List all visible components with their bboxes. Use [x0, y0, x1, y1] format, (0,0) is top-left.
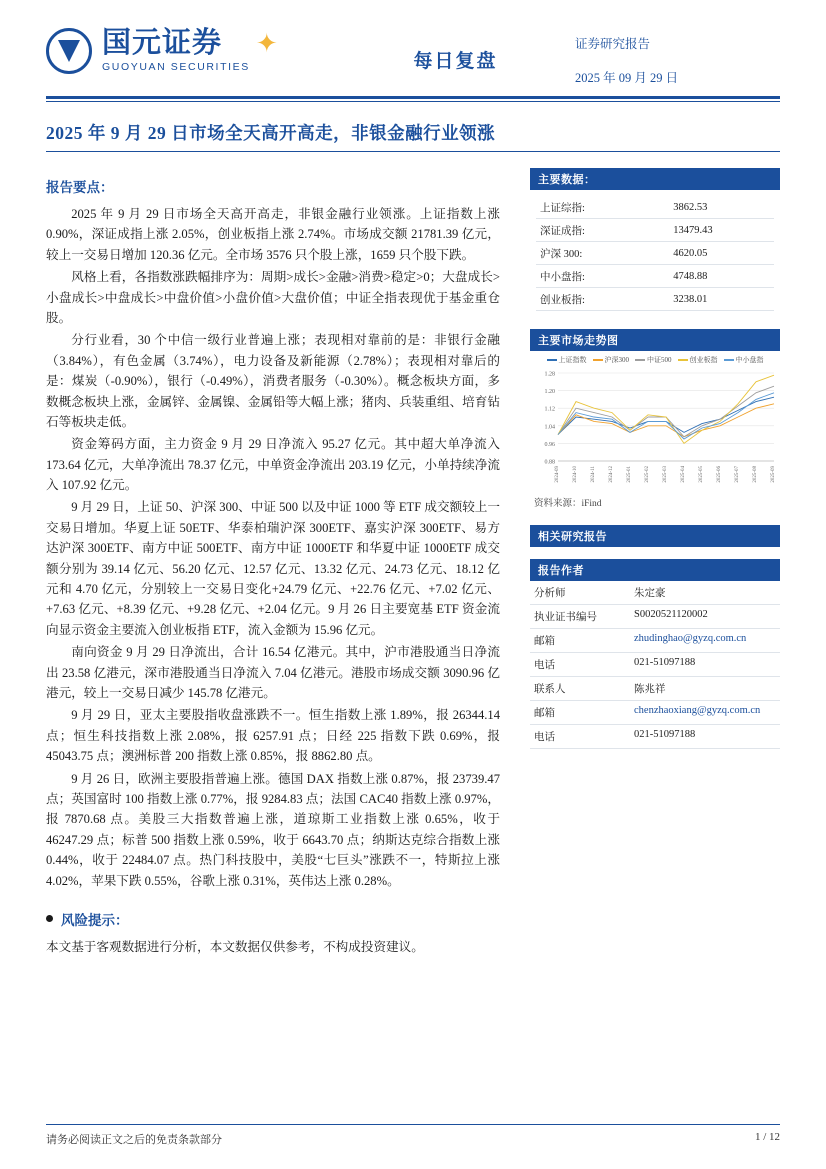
page-header: [0, 0, 826, 92]
paragraph: 9 月 29 日，上证 50、沪深 300、中证 500 以及中证 1000 等 ETF 成交额较上一交易日增加。华夏上证 50ETF、华泰柏瑞沪深 300ETF、嘉实沪深 300ETF、易方达沪深 300ETF、南方中证 500ETF、南方中证 1000ETF 和华夏中证 1000ETF 成交额分别为 39.14 亿元、56.20 亿元、12.57 亿元、13.32 亿元、24.73 亿元、18.12 亿元和 4.70 亿元，分别较上一交易日变化+24.79 亿元、+22.76 亿元、+7.02 亿元、+7.63 亿元、+8.39 亿元、+9.28 亿元、+2.04 亿元。9 月 26 日主要宽基 ETF 资金流向显示资金主要流入创业板指 ETF，流入金额为 15.96 亿元。: [46, 500, 500, 637]
risk-title: 风险提示：: [61, 912, 129, 928]
footer-disclaimer: 请务必阅读正文之后的免责条款部分: [46, 1134, 222, 1146]
svg-text:1.20: 1.20: [544, 389, 555, 396]
svg-text:1.04: 1.04: [544, 424, 555, 431]
svg-text:2025-04: 2025-04: [681, 466, 686, 483]
page-body: [0, 168, 826, 957]
svg-text:0.88: 0.88: [544, 459, 555, 466]
legend-label: 中小盘指: [735, 356, 764, 364]
author-field-label: 邮箱: [530, 629, 630, 653]
legend-label: 中证500: [647, 356, 672, 364]
page-title: 2025 年 9 月 29 日市场全天高开高走，非银金融行业领涨: [46, 123, 496, 143]
index-name: 上证综指:: [536, 196, 669, 219]
svg-text:2025-07: 2025-07: [735, 466, 740, 483]
author-field-value: 朱定豪: [630, 581, 780, 605]
table-row: [536, 196, 774, 219]
market-data-table: [536, 196, 774, 311]
footer-page-number: 1 / 12: [754, 1131, 780, 1143]
legend-item: [678, 355, 718, 365]
paragraph: 风格上看，各指数涨跌幅排序为：周期>成长>金融>消费>稳定>0；大盘成长>小盘成长>中盘成长>中盘价值>小盘价值>大盘价值；中证全指表现优于基金重仓股。: [46, 270, 500, 325]
risk-heading: [46, 909, 500, 929]
market-data-title: 主要数据：: [530, 168, 780, 190]
svg-text:2025-02: 2025-02: [645, 466, 650, 483]
author-table: [530, 581, 780, 749]
header-title: 每日复盘: [413, 51, 498, 72]
page-footer: [46, 1124, 780, 1147]
logo-text: [102, 29, 250, 73]
table-row: [536, 265, 774, 288]
table-row: [536, 219, 774, 242]
star-icon: ✦: [255, 29, 278, 58]
table-row: [530, 629, 780, 653]
author-field-label: 邮箱: [530, 701, 630, 725]
paragraph: 2025 年 9 月 29 日市场全天高开高走，非银金融行业领涨。上证指数上涨 0.90%，深证成指上涨 2.05%，创业板指上涨 2.74%。市场成交额 21781.39 亿元，较上一交易日增加 120.36 亿元。全市场 3576 只个股上涨，1659 只个股下跌。: [46, 207, 500, 262]
svg-text:0.96: 0.96: [544, 441, 555, 448]
brand-logo: [46, 28, 346, 74]
legend-item: [724, 355, 764, 365]
author-field-value: 021-51097188: [630, 653, 780, 677]
table-row: [530, 605, 780, 629]
logo-emblem-icon: [46, 28, 92, 74]
table-row: [530, 701, 780, 725]
table-row: [536, 242, 774, 265]
legend-label: 创业板指: [689, 356, 718, 364]
author-email[interactable]: chenzhaoxiang@gyzq.com.cn: [630, 701, 780, 725]
paragraph: 9 月 26 日，欧洲主要股指普遍上涨。德国 DAX 指数上涨 0.87%，报 23739.47 点；英国富时 100 指数上涨 0.77%，报 9284.83 点；法国 CAC40 指数上涨 0.97%，报 7870.68 点。美股三大指数普遍上涨，道琼斯工业指数上涨 0.65%，收于 46247.29 点；标普 500 指数上涨 0.59%，收于 6643.70 点；纳斯达克综合指数上涨 0.44%，收于 22484.07 点。热门科技股中，美股“七巨头”涨跌不一，特斯拉上涨 4.02%，苹果下跌 0.55%，谷歌上涨 0.31%，英伟达上涨 0.28%。: [46, 771, 500, 888]
paragraph: 分行业看，30 个中信一级行业普遍上涨；表现相对靠前的是：非银行金融（3.84%），有色金属（3.74%），电力设备及新能源（2.78%）；表现相对靠后的是：煤炭（-0.90%），银行（-0.49%），消费者服务（-0.30%）。概念板块方面，多数概念板块上涨，金属锌、金属镍、金属铅等大幅上涨；猪肉、兵装重组、培育钻石等板块走低。: [46, 333, 500, 429]
legend-label: 沪深300: [604, 356, 629, 364]
report-date-label: 2025 年 09 月 29 日: [575, 71, 679, 85]
header-right: [565, 28, 780, 102]
svg-text:2025-09: 2025-09: [771, 466, 776, 483]
svg-text:2025-01: 2025-01: [627, 466, 632, 483]
index-name: 沪深 300:: [536, 242, 669, 265]
index-name: 中小盘指:: [536, 265, 669, 288]
paragraph: 南向资金 9 月 29 日净流出，合计 16.54 亿港元。其中，沪市港股通当日净流出 23.58 亿港元，深市港股通当日净流入 7.04 亿港元。港股市场成交额 3090.96 亿港元，较上一交易日减少 145.78 亿港元。: [46, 645, 500, 700]
report-points-heading: 报告要点：: [46, 180, 114, 195]
logo-company-cn: 国元证券: [102, 27, 223, 60]
index-name: 深证成指:: [536, 219, 669, 242]
table-row: [530, 653, 780, 677]
svg-text:2025-06: 2025-06: [717, 466, 722, 483]
logo-company-en: GUOYUAN SECURITIES: [102, 61, 250, 74]
svg-text:2025-05: 2025-05: [699, 466, 704, 483]
svg-text:2025-03: 2025-03: [663, 466, 668, 483]
author-title: 报告作者: [530, 559, 780, 581]
svg-text:2024-10: 2024-10: [573, 466, 578, 483]
index-value: 4748.88: [669, 265, 774, 288]
author-field-value: 021-51097188: [630, 725, 780, 749]
header-center: [346, 28, 565, 73]
author-field-label: 联系人: [530, 677, 630, 701]
title-underline: [46, 151, 780, 152]
author-field-value: 陈兆祥: [630, 677, 780, 701]
paragraph: 资金筹码方面，主力资金 9 月 29 日净流入 95.27 亿元。其中超大单净流入 173.64 亿元，大单净流出 78.37 亿元，中单资金净流出 203.19 亿元，小单持续净流入 107.92 亿元。: [46, 437, 500, 493]
chart-canvas: [532, 367, 780, 487]
table-row: [530, 581, 780, 605]
bullet-icon: [46, 915, 53, 922]
svg-text:2024-12: 2024-12: [609, 466, 614, 483]
index-value: 13479.43: [669, 219, 774, 242]
table-row: [530, 725, 780, 749]
author-field-value: S0020521120002: [630, 605, 780, 629]
paragraph: 9 月 29 日，亚太主要股指收盘涨跌不一。恒生指数上涨 1.89%，报 26344.14 点；恒生科技指数上涨 2.08%，报 6257.91 点；日经 225 指数下跌 0.69%，报 45043.75 点；澳洲标普 200 指数上涨 0.85%，报 8862.80 点。: [46, 708, 500, 764]
index-value: 3862.53: [669, 196, 774, 219]
chart-source: 资料来源：iFind: [534, 499, 602, 509]
legend-label: 上证指数: [558, 356, 587, 364]
index-value: 3238.01: [669, 288, 774, 311]
market-chart: [530, 351, 780, 511]
index-name: 创业板指:: [536, 288, 669, 311]
svg-text:2024-09: 2024-09: [555, 466, 560, 483]
svg-text:2025-08: 2025-08: [753, 466, 758, 483]
svg-text:1.28: 1.28: [544, 371, 555, 378]
risk-text: 本文基于客观数据进行分析，本文数据仅供参考，不构成投资建议。: [46, 939, 424, 954]
author-email[interactable]: zhudinghao@gyzq.com.cn: [630, 629, 780, 653]
chart-legend: [532, 355, 778, 365]
chart-title: 主要市场走势图: [530, 329, 780, 351]
report-type-label: 证券研究报告: [575, 37, 651, 51]
index-value: 4620.05: [669, 242, 774, 265]
legend-item: [547, 355, 587, 365]
author-field-label: 电话: [530, 653, 630, 677]
author-field-label: 分析师: [530, 581, 630, 605]
footer-rule: [46, 1124, 780, 1125]
sidebar: [530, 168, 780, 957]
main-column: [46, 168, 516, 957]
related-research-title: 相关研究报告: [530, 525, 780, 547]
author-field-label: 电话: [530, 725, 630, 749]
svg-text:2024-11: 2024-11: [591, 466, 596, 483]
table-row: [530, 677, 780, 701]
market-data-box: [530, 190, 780, 319]
table-row: [536, 288, 774, 311]
legend-item: [635, 355, 672, 365]
author-field-label: 执业证书编号: [530, 605, 630, 629]
legend-item: [593, 355, 630, 365]
svg-text:1.12: 1.12: [544, 406, 555, 413]
author-box: [530, 559, 780, 749]
